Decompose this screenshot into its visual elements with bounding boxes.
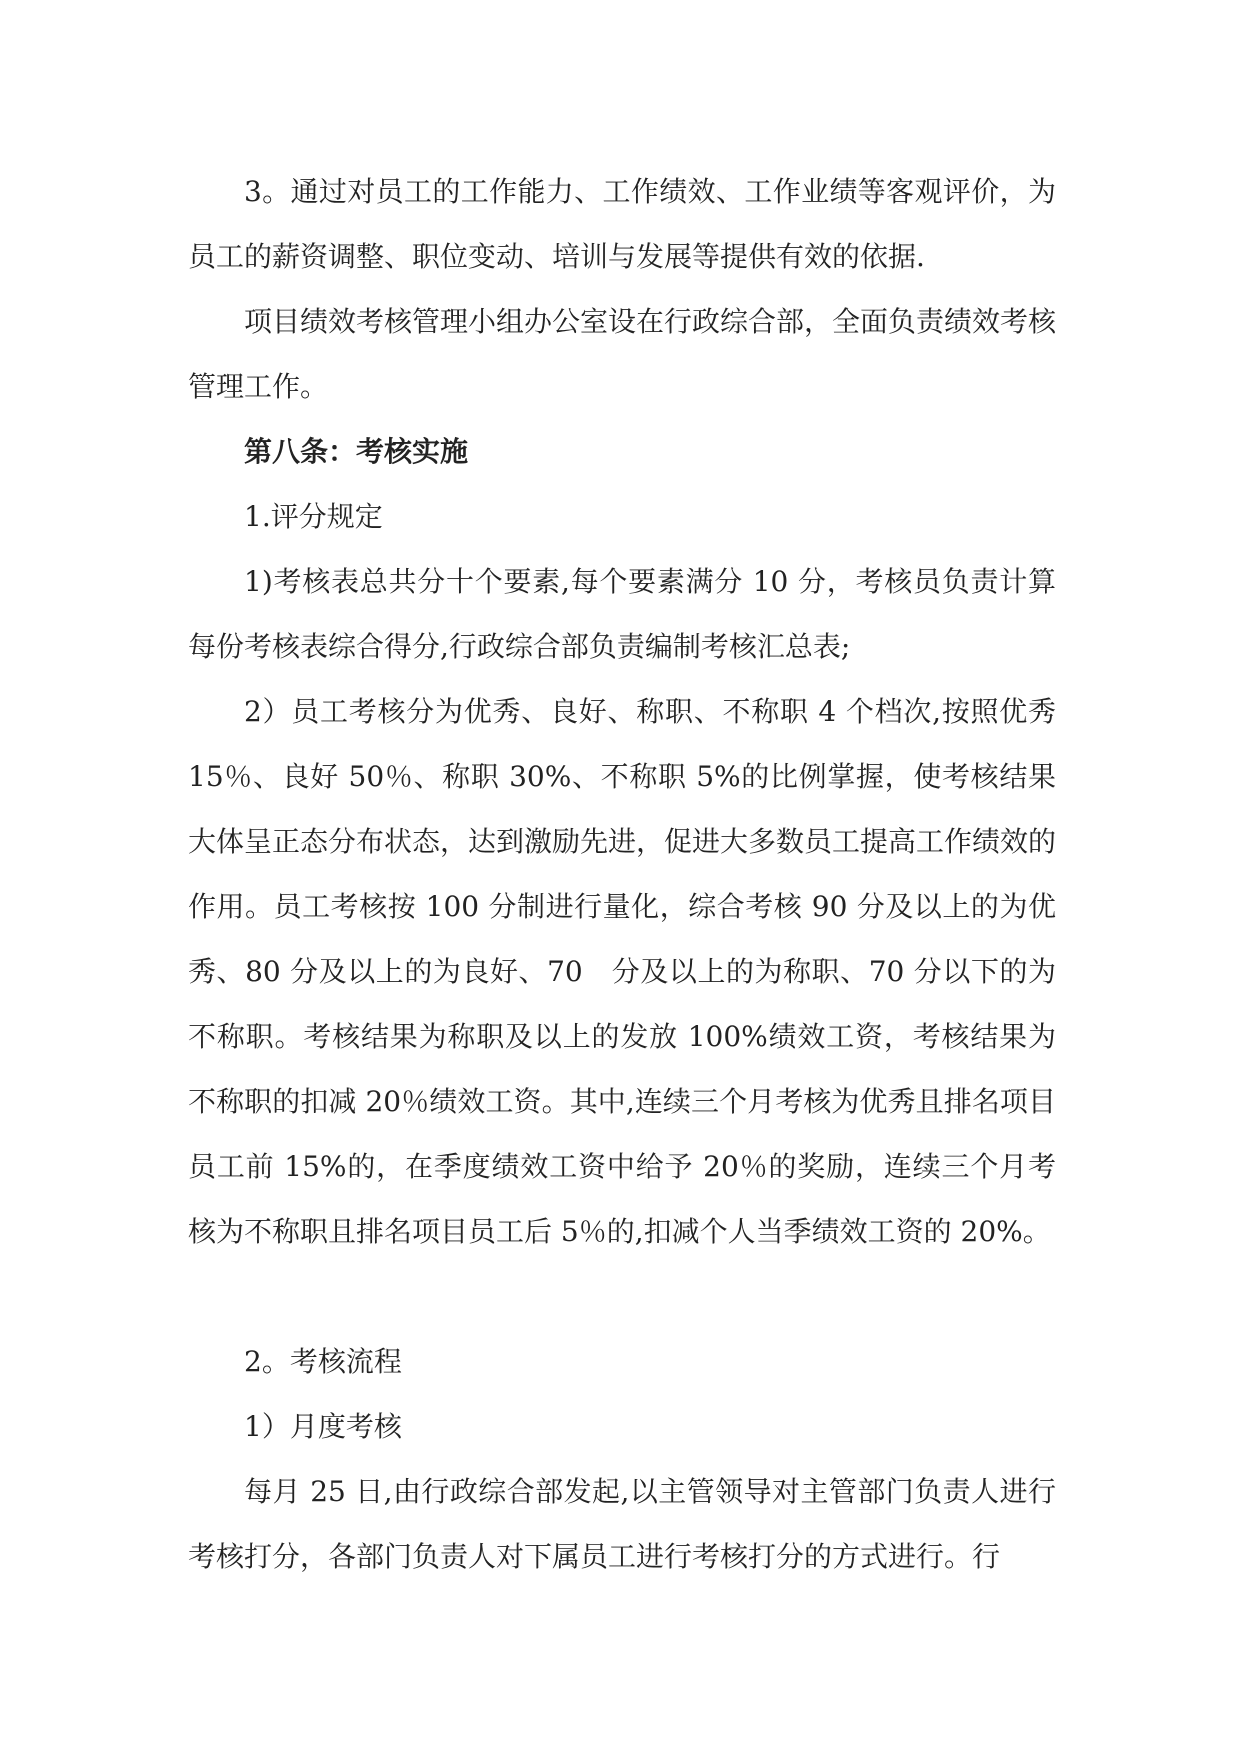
paragraph-monthly-procedure: 每月 25 日,由行政综合部发起,以主管领导对主管部门负责人进行考核打分，各部门负责人对下属员工进行考核打分的方式进行。行 [188, 1475, 1056, 1573]
blank-line [188, 1264, 1056, 1329]
rule-1-elements: 1)考核表总共分十个要素,每个要素满分 10 分，考核员负责计算每份考核表综合得分,行政综合部负责编制考核汇总表; [188, 565, 1056, 663]
article-8-heading: 第八条：考核实施 [244, 435, 469, 468]
subsection-monthly-review: 1）月度考核 [244, 1410, 402, 1443]
paragraph-purpose-3: 3。通过对员工的工作能力、工作绩效、工作业绩等客观评价，为员工的薪资调整、职位变动、培训与发展等提供有效的依据. [188, 175, 1056, 273]
rule-2-grades: 2）员工考核分为优秀、良好、称职、不称职 4 个档次,按照优秀 15％、良好 50％、称职 30%、不称职 5%的比例掌握，使考核结果大体呈正态分布状态，达到激励先进，促进大多数员工提高工作绩效的作用。员工考核按 100 分制进行量化，综合考核 90 分及以上的为优秀、80 分及以上的为良好、70 分及以上的为称职、70 分以下的为不称职。考核结果为称职及以上的发放 100%绩效工资，考核结果为不称职的扣减 20％绩效工资。其中,连续三个月考核为优秀且排名项目员工前 15%的，在季度绩效工资中给予 20％的奖励，连续三个月考核为不称职且排名项目员工后 5％的,扣减个人当季绩效工资的 20%。 [188, 695, 1057, 1248]
section-process: 2。考核流程 [244, 1345, 402, 1378]
document-body [188, 159, 1056, 1589]
section-scoring-rules: 1.评分规定 [244, 500, 383, 533]
paragraph-office-location: 项目绩效考核管理小组办公室设在行政综合部，全面负责绩效考核管理工作。 [188, 305, 1057, 403]
